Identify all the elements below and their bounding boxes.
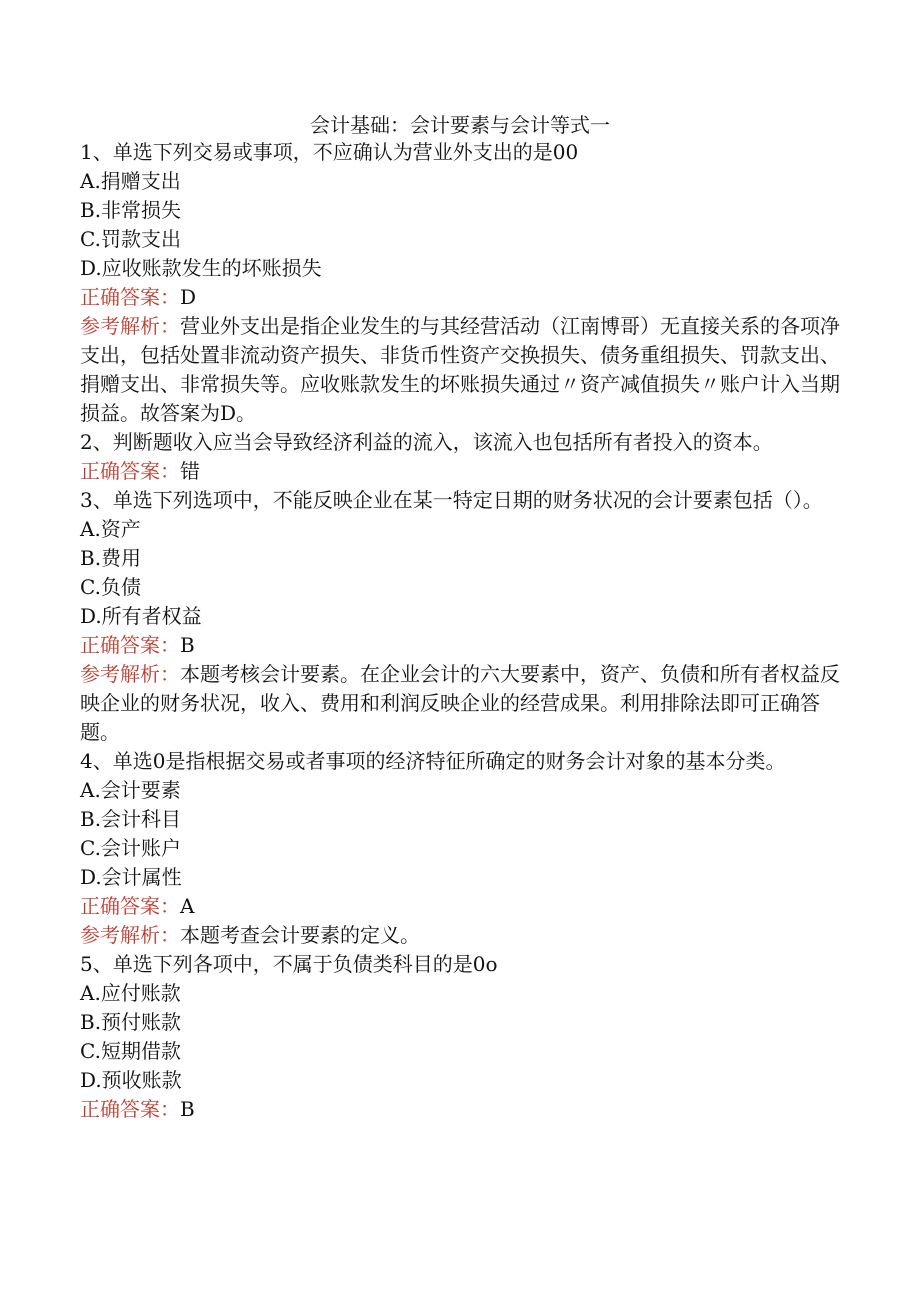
question-1 xyxy=(80,138,842,428)
answer-line xyxy=(80,1095,842,1124)
answer-line xyxy=(80,631,842,660)
option-b: B.非常损失 xyxy=(80,198,182,222)
analysis-text: 营业外支出是指企业发生的与其经营活动（江南博哥）无直接关系的各项净支出，包括处置非流动资产损失、非货币性资产交换损失、债务重组损失、罚款支出、捐赠支出、非常损失等。应收账款发生的坏账损失通过〃资产减值损失〃账户计入当期损益。故答案为D。 xyxy=(80,314,840,425)
answer-value: D xyxy=(180,285,197,309)
answer-label: 正确答案： xyxy=(80,1097,180,1121)
analysis-paragraph xyxy=(80,312,842,428)
question-3 xyxy=(80,486,842,747)
option-d: D.所有者权益 xyxy=(80,604,202,628)
question-stem: 3、单选下列选项中，不能反映企业在某一特定日期的财务状况的会计要素包括（）。 xyxy=(80,488,823,512)
answer-label: 正确答案： xyxy=(80,459,180,483)
answer-line xyxy=(80,892,842,921)
answer-value: A xyxy=(180,894,195,918)
analysis-label: 参考解析： xyxy=(80,923,180,947)
option-d: D.应收账款发生的坏账损失 xyxy=(80,256,322,280)
page-title: 会计基础：会计要素与会计等式一 xyxy=(310,113,610,137)
analysis-paragraph xyxy=(80,660,842,747)
question-stem: 1、单选下列交易或事项，不应确认为营业外支出的是00 xyxy=(80,140,579,164)
option-b: B.预付账款 xyxy=(80,1010,182,1034)
analysis-label: 参考解析： xyxy=(80,662,180,686)
option-c: C.负债 xyxy=(80,575,141,599)
question-stem: 2、判断题收入应当会导致经济利益的流入，该流入也包括所有者投入的资本。 xyxy=(80,430,773,454)
option-a: A.捐赠支出 xyxy=(80,169,181,193)
analysis-text: 本题考核会计要素。在企业会计的六大要素中，资产、负债和所有者权益反映企业的财务状况，收入、费用和利润反映企业的经营成果。利用排除法即可正确答题。 xyxy=(80,662,840,744)
option-c: C.罚款支出 xyxy=(80,227,181,251)
analysis-label: 参考解析： xyxy=(80,314,180,338)
question-list xyxy=(80,138,842,1124)
option-c: C.短期借款 xyxy=(80,1039,181,1063)
analysis-text: 本题考查会计要素的定义。 xyxy=(180,923,420,947)
question-2 xyxy=(80,428,842,486)
question-4 xyxy=(80,747,842,950)
option-d: D.预收账款 xyxy=(80,1068,182,1092)
question-stem: 5、单选下列各项中，不属于负债类科目的是0o xyxy=(80,952,498,976)
answer-line xyxy=(80,457,842,486)
answer-line xyxy=(80,283,842,312)
question-5 xyxy=(80,950,842,1124)
option-a: A.资产 xyxy=(80,517,141,541)
analysis-paragraph xyxy=(80,921,842,950)
option-c: C.会计账户 xyxy=(80,836,181,860)
answer-label: 正确答案： xyxy=(80,285,180,309)
answer-label: 正确答案： xyxy=(80,633,180,657)
answer-value: 错 xyxy=(180,459,200,483)
answer-value: B xyxy=(180,633,195,657)
option-a: A.应付账款 xyxy=(80,981,181,1005)
option-b: B.费用 xyxy=(80,546,142,570)
option-a: A.会计要素 xyxy=(80,778,181,802)
question-stem: 4、单选0是指根据交易或者事项的经济特征所确定的财务会计对象的基本分类。 xyxy=(80,749,786,773)
option-d: D.会计属性 xyxy=(80,865,182,889)
option-b: B.会计科目 xyxy=(80,807,182,831)
answer-value: B xyxy=(180,1097,195,1121)
answer-label: 正确答案： xyxy=(80,894,180,918)
